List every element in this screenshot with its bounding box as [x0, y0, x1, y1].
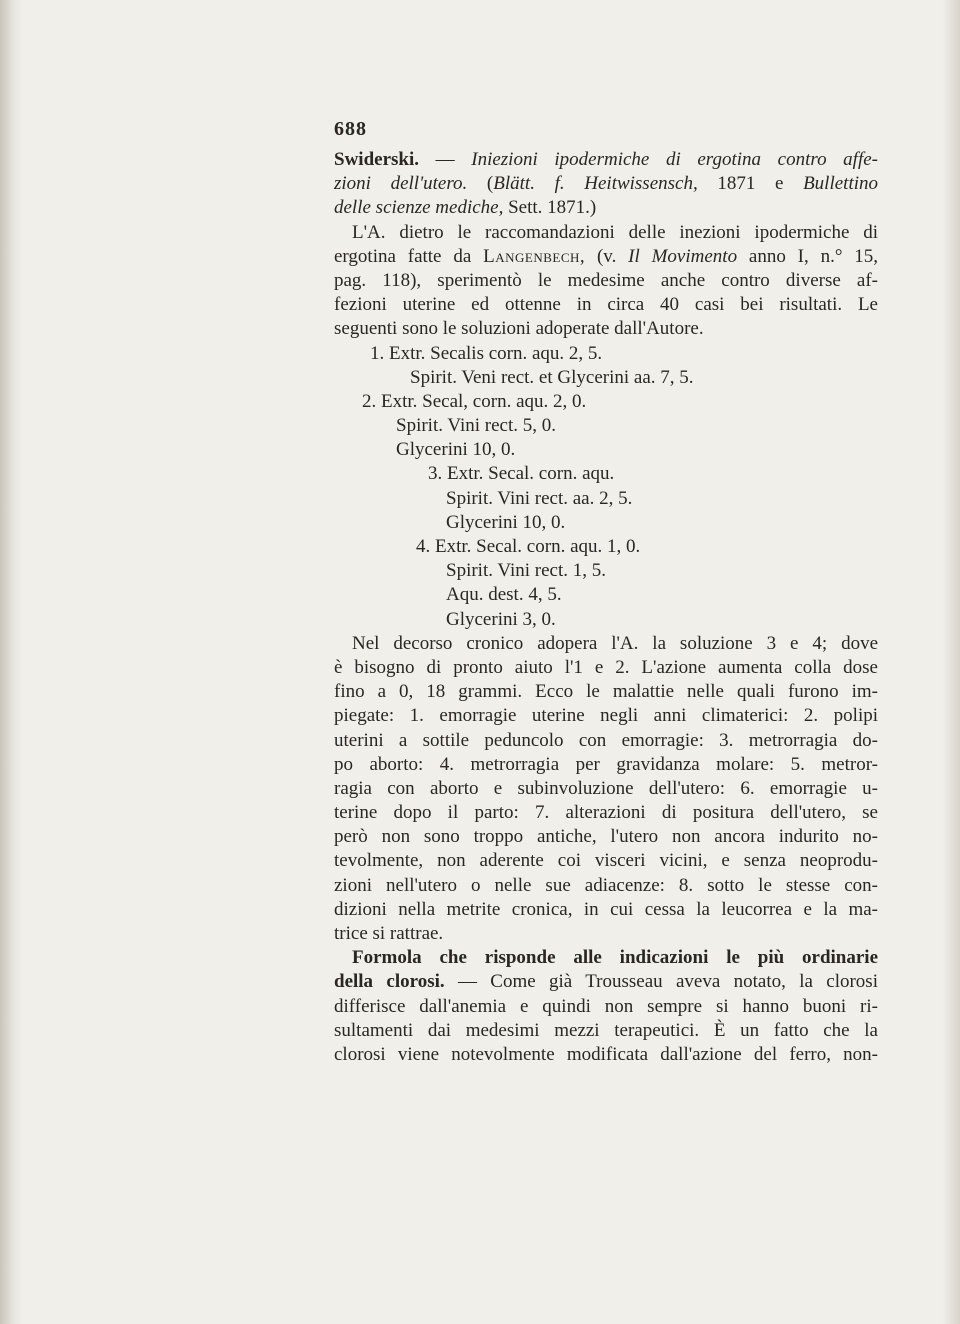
entry-year: 1871 e [697, 173, 804, 195]
section-heading: Formola che risponde alle indicazioni le più ordinarie [352, 947, 878, 969]
recipe-2-line-1: 2. Extr. Secal, corn. aqu. 2, 0. [362, 390, 587, 412]
entry-source-1: Blätt. f. Heitwissensch, [493, 173, 698, 195]
entry-title-part-1: Iniezioni ipodermiche di ergotina contro affe- [471, 149, 879, 170]
page-edge-right [942, 0, 960, 1324]
recipe-3-line-3: Glycerini 10, 0. [446, 511, 566, 533]
recipe-4-line-2: Spirit. Vini rect. 1, 5. [446, 560, 606, 582]
recipe-text: Spirit. Veni rect. et Glycerini aa. 7, 5. [410, 366, 694, 388]
body-line: terine dopo il parto: 7. alterazioni di positura dell'utero, se [334, 802, 878, 824]
section-heading-line-2 [334, 970, 878, 994]
entry-source-3: delle scienze mediche, [334, 197, 504, 219]
recipe-2-line-3: Glycerini 10, 0. [396, 439, 516, 461]
intro-journal: Il Movimento [628, 245, 738, 267]
page-number: 688 [334, 118, 367, 140]
recipe-3-line-2: Spirit. Vini rect. aa. 2, 5. [446, 487, 633, 509]
intro-text: ergotina fatte da [334, 245, 484, 267]
intro-line-5: seguenti sono le soluzioni adoperate dall'Autore. [334, 318, 704, 340]
body-line: è bisogno di pronto aiuto l'1 e 2. L'azione aumenta colla dose [334, 656, 878, 678]
entry-title-line-2 [334, 172, 878, 196]
body-line: piegate: 1. emorragie uterine negli anni climaterici: 2. polipi [334, 705, 878, 727]
body-line: Nel decorso cronico adopera l'A. la soluzione 3 e 4; dove [352, 632, 878, 654]
recipe-4-line-4: Glycerini 3, 0. [446, 608, 556, 630]
recipe-4-line-1: 4. Extr. Secal. corn. aqu. 1, 0. [416, 536, 641, 557]
recipe-2-line-2: Spirit. Vini rect. 5, 0. [396, 415, 556, 437]
recipe-1-line-2 [334, 366, 878, 390]
body-line: fino a 0, 18 grammi. Ecco le malattie nelle quali furono im- [334, 681, 878, 703]
intro-line-1: L'A. dietro le raccomandazioni delle inezioni ipodermiche di [352, 221, 878, 243]
body-line: uterini a sottile peduncolo con emorragie: 3. metrorragia do- [334, 729, 878, 751]
entry-source-2: Bullettino [803, 173, 878, 195]
entry-paren: ( [467, 173, 494, 195]
body-line: ragia con aborto e subinvoluzione dell'utero: 6. emorragie u- [334, 777, 878, 799]
body-line: clorosi viene notevolmente modificata dall'azione del ferro, non- [334, 1043, 878, 1065]
recipe-1-line-1: 1. Extr. Secalis corn. aqu. 2, 5. [370, 342, 603, 364]
body-line: po aborto: 4. metrorragia per gravidanza molare: 5. metror- [334, 753, 878, 775]
intro-line-3: pag. 118), sperimentò le medesime anche contro diverse af- [334, 269, 878, 291]
body-line: trice si rattrae. [334, 923, 444, 944]
body-line: tevolmente, non aderente coi visceri vicini, e senza neoprodu- [334, 850, 878, 872]
entry-title-line-1 [334, 148, 878, 172]
intro-line-4: fezioni uterine ed ottenne in circa 40 casi bei risultati. Le [334, 294, 878, 316]
body-line: però non sono troppo antiche, l'utero non ancora indurito no- [334, 826, 878, 848]
text-block [334, 148, 878, 1067]
entry-title-part-2: zioni dell'utero. [334, 173, 468, 195]
body-line: sultamenti dai medesimi mezzi terapeutici. È un fatto che la [334, 1019, 878, 1041]
entry-dash: — [419, 149, 472, 170]
recipe-4-line-3: Aqu. dest. 4, 5. [446, 584, 562, 606]
body-line: dizioni nella metrite cronica, in cui cessa la leucorrea e la ma- [334, 898, 878, 920]
intro-author-name: Langenbech, [483, 245, 586, 267]
entry-date: Sett. 1871.) [503, 197, 597, 219]
recipe-3-line-1: 3. Extr. Secal. corn. aqu. [428, 463, 615, 485]
page-edge-left [0, 0, 22, 1324]
entry-title-line-3 [334, 196, 878, 220]
intro-text: anno I, n.° 15, [737, 245, 879, 267]
body-line: differisce dall'anemia e quindi non sempre si hanno buoni ri- [334, 995, 878, 1017]
body-text: — Come già Trousseau aveva notato, la clorosi [444, 971, 878, 993]
body-line: zioni nell'utero o nelle sue adiacenze: 8. sotto le stesse con- [334, 874, 878, 896]
intro-text: (v. [585, 245, 629, 267]
intro-line-2 [334, 245, 878, 269]
entry-author: Swiderski. [334, 149, 419, 170]
section-heading-end: della clorosi. [334, 971, 445, 993]
